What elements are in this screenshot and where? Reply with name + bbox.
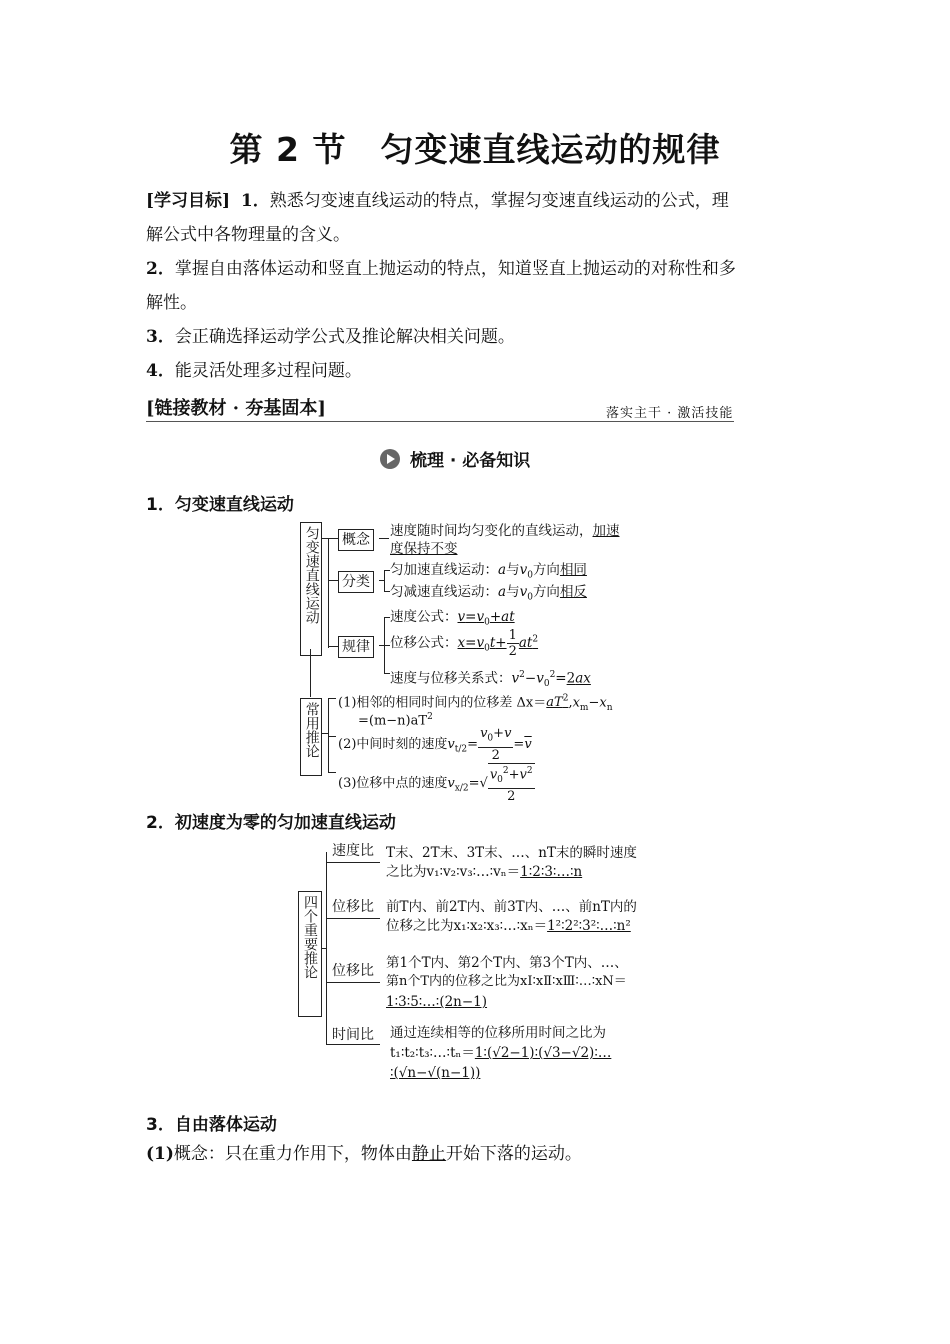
- classification-node: 分类: [338, 571, 374, 593]
- diagram-uniform-acceleration: [296, 518, 676, 804]
- law-velocity-label: 速度公式：: [390, 609, 458, 625]
- root-node: [300, 522, 322, 656]
- class-decelerate-text: 匀减速直线运动：: [390, 584, 498, 600]
- title-section-number: 第 2 节: [229, 130, 347, 169]
- branch-displacement-text-a: 前T内、前2T内、前3T内、…、前nT内的: [386, 899, 637, 915]
- objective-1-text-b: 解公式中各物理量的含义。: [146, 225, 350, 245]
- section-3-concept-prefix: (1): [146, 1144, 174, 1164]
- objectives-tag: [学习目标]: [146, 191, 231, 211]
- branch-time-text-b: [390, 1044, 611, 1062]
- concept-answer-a: 加速: [592, 523, 620, 539]
- branch-time-text-b-label: t₁∶t₂∶t₃∶…∶tₙ＝: [390, 1045, 475, 1061]
- law-displacement: 位移公式：$x=v_0t+$ $\frac{1}{2}$ $at^2$: [390, 628, 539, 659]
- objectives: [146, 184, 826, 388]
- banner-divider: [146, 421, 734, 422]
- concept-node: 概念: [338, 529, 374, 551]
- objective-1-number: 1．: [240, 191, 270, 211]
- branch-displacement-text-b: [386, 917, 631, 935]
- inference-1: (1)相邻的相同时间内的位移差 $\Delta x=aT^2,x_m-x_n$: [338, 694, 613, 713]
- play-circle-icon: [380, 449, 400, 469]
- objective-3-number: 3．: [146, 327, 175, 347]
- class-accelerate-text: 匀加速直线运动：: [390, 562, 498, 578]
- branch-velocity-text-b-label: 之比为v₁∶v₂∶v₃∶…∶vₙ＝: [386, 864, 521, 880]
- objective-4-number: 4．: [146, 361, 175, 381]
- law-velocity: 速度公式：$v=v_0+at$: [390, 609, 515, 628]
- branch-time-text-a: 通过连续相等的位移所用时间之比为: [390, 1025, 606, 1041]
- inference-3: (3)位移中点的速度$v_{x/2}=√$ $\frac{v_0^2+v^2}{2}$: [338, 763, 535, 804]
- law-velocity-displacement-label: 速度与位移关系式：: [390, 670, 512, 687]
- branch-displacement2-text-c: [386, 993, 487, 1011]
- branch-displacement2-text-b: 第n个T内的位移之比为xⅠ∶xⅡ∶xⅢ∶…∶xN＝: [386, 974, 627, 989]
- section-3-heading: 3．自由落体运动: [146, 1115, 277, 1135]
- concept-answer-b: 度保持不变: [390, 541, 458, 557]
- branch-velocity-label: 速度比: [332, 843, 374, 859]
- branch-velocity-answer: 1∶2∶3∶…∶n: [520, 864, 583, 880]
- diagram-zero-initial-velocity: [296, 836, 676, 1086]
- class-decelerate-answer: 相反: [559, 584, 587, 600]
- objective-3: [146, 320, 826, 354]
- banner-subtitle: 落实主干 · 激活技能: [606, 406, 734, 421]
- inference-1-text-a: (1)相邻的相同时间内的位移差 Δx＝: [338, 695, 547, 711]
- section-1-heading: 1．匀变速直线运动: [146, 495, 294, 515]
- section-3-concept: [146, 1137, 826, 1171]
- page-title: [0, 124, 950, 171]
- branch-velocity-text-a: T末、2T末、3T末、…、nT末的瞬时速度: [386, 845, 637, 861]
- class-accelerate: 匀加速直线运动：a与$v_0$方向相同: [390, 562, 587, 581]
- title-text: 匀变速直线运动的规律: [380, 130, 721, 169]
- objective-1-text-a: 熟悉匀变速直线运动的特点，掌握匀变速直线运动的公式，理: [269, 191, 729, 211]
- law-velocity-displacement: 速度与位移关系式：$v^2-v_0^2=2ax$: [390, 670, 591, 690]
- objective-1: [146, 184, 826, 218]
- section-3-concept-answer: 静止: [411, 1144, 446, 1164]
- four-inferences-label: 四个重要推论: [302, 895, 318, 979]
- law-node: 规律: [338, 636, 374, 658]
- objective-2-number: 2．: [146, 259, 175, 279]
- branch-displacement2-label: 位移比: [332, 963, 374, 979]
- concept-text-line1: [390, 522, 620, 540]
- class-decelerate: 匀减速直线运动：a与$v_0$方向相反: [390, 584, 587, 603]
- branch-time-answer-b: ∶(√n−√(n−1)): [390, 1065, 481, 1081]
- four-inferences-node: [298, 891, 322, 1017]
- branch-displacement2-text-a: 第1个T内、第2个T内、第3个T内、…、: [386, 955, 628, 971]
- branch-time-label: 时间比: [332, 1027, 374, 1043]
- objective-2-text-a: 掌握自由落体运动和竖直上抛运动的特点，知道竖直上抛运动的对称性和多: [174, 259, 736, 279]
- class-accelerate-answer: 相同: [559, 562, 587, 578]
- root-node-label: 匀变速直线运动: [303, 526, 320, 624]
- concept-text-line2: [390, 540, 458, 558]
- objective-4: [146, 354, 826, 388]
- section-2-heading: 2．初速度为零的匀加速直线运动: [146, 813, 396, 833]
- inference-1-line2: $=(m-n)aT^2$: [358, 712, 433, 729]
- objective-4-text: 能灵活处理多过程问题。: [174, 361, 362, 381]
- objective-2-text-b: 解性。: [146, 293, 197, 313]
- inference-2-text: (2)中间时刻的速度: [338, 736, 448, 752]
- branch-velocity-text-b: [386, 863, 582, 881]
- branch-displacement2-answer: 1∶3∶5∶…∶(2n−1): [386, 994, 488, 1010]
- inference-2: (2)中间时刻的速度$v_{t/2}=$ $\frac{v_0+v}{2}$ $=\overline{v}$: [338, 726, 532, 763]
- concept-text-a: 速度随时间均匀变化的直线运动，: [390, 523, 593, 539]
- inference-1-text-b: =(m−n)aT: [358, 713, 428, 729]
- branch-displacement-answer: 1²∶2²∶3²∶…∶n²: [547, 918, 631, 934]
- banner-title: [链接教材 · 夯基固本]: [146, 398, 326, 419]
- inference-node: [300, 698, 322, 776]
- branch-displacement-text-b-label: 位移之比为x₁∶x₂∶x₃∶…∶xₙ＝: [386, 918, 548, 934]
- section-3-concept-text-a: 概念：只在重力作用下，物体由: [173, 1144, 412, 1164]
- inference-node-label: 常用推论: [303, 702, 320, 758]
- branch-time-text-c: [390, 1064, 480, 1082]
- section-3-concept-text-b: 开始下落的运动。: [445, 1144, 582, 1164]
- branch-displacement-label: 位移比: [332, 899, 374, 915]
- objective-2: [146, 252, 826, 286]
- inference-3-text: (3)位移中点的速度: [338, 775, 448, 791]
- subheading-text: 梳理 · 必备知识: [410, 451, 531, 471]
- law-displacement-label: 位移公式：: [390, 635, 458, 651]
- class-accelerate-direction: 方向: [532, 562, 560, 578]
- class-decelerate-direction: 方向: [532, 584, 560, 600]
- branch-time-answer-a: 1∶(√2−1)∶(√3−√2)∶…: [474, 1045, 612, 1061]
- objective-3-text: 会正确选择运动学公式及推论解决相关问题。: [174, 327, 515, 347]
- subheading: [380, 446, 530, 471]
